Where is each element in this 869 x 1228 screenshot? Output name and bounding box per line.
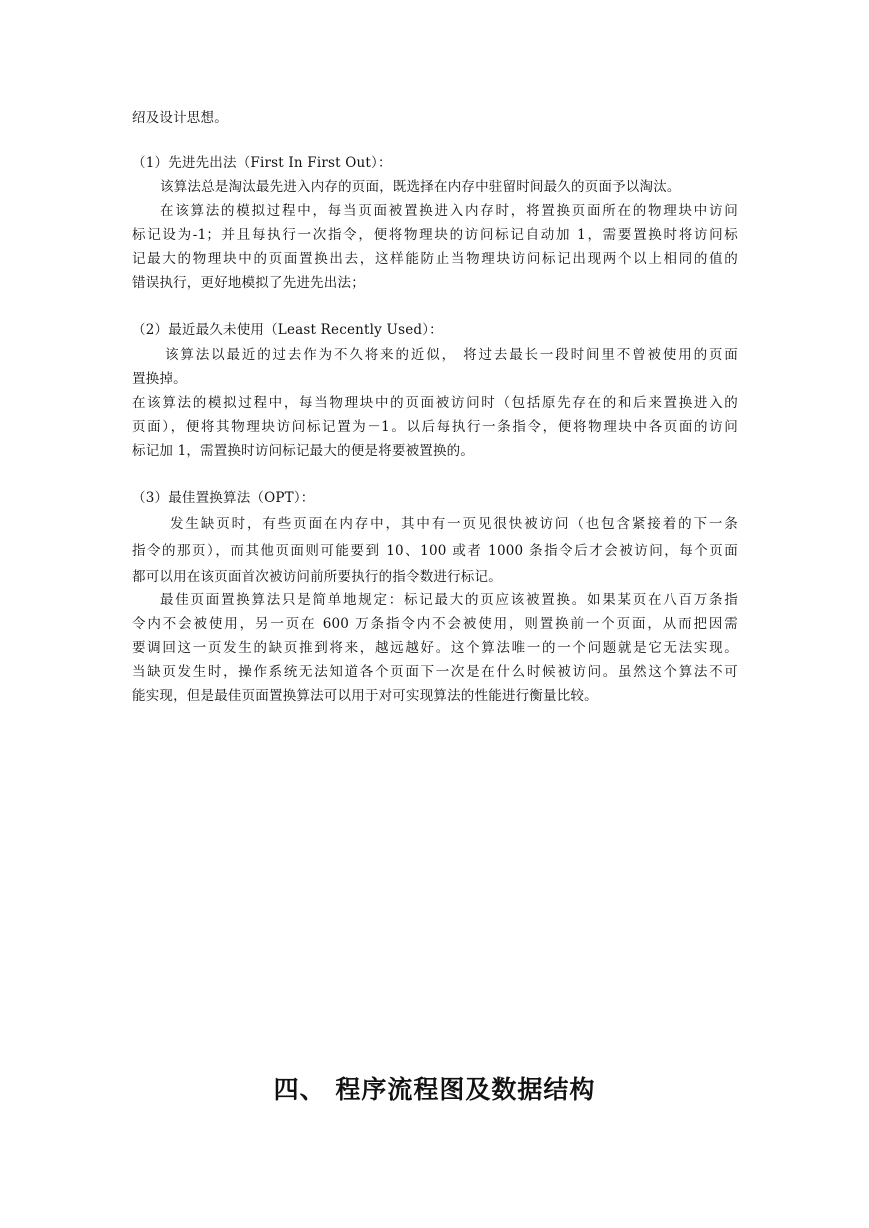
paragraph-line: 该算法以最近的过去作为不久将来的近似， 将过去最长一段时间里不曾被使用的页面 [165, 347, 738, 363]
paragraph-line: 都可以用在该页面首次被访问前所要执行的指令数进行标记。 [132, 569, 502, 585]
intro-fragment: 绍及设计思想。 [132, 110, 228, 126]
paragraph-line: 最佳页面置换算法只是简单地规定：标记最大的页应该被置换。如果某页在八百万条指 [160, 592, 738, 608]
paragraph-line: 当缺页发生时，操作系统无法知道各个页面下一次是在什么时候被访问。虽然这个算法不可 [132, 664, 738, 680]
paragraph-line: 标记加 1，需置换时访问标记最大的便是将要被置换的。 [132, 443, 475, 459]
paragraph-line: 在该算法的模拟过程中，每当物理块中的页面被访问时（包括原先存在的和后来置换进入的 [132, 395, 738, 411]
paragraph-line: 在该算法的模拟过程中，每当页面被置换进入内存时，将置换页面所在的物理块中访问 [160, 203, 738, 219]
paragraph-line: 置换掉。 [132, 371, 187, 387]
section-opt-title: （3）最佳置换算法（OPT）： [132, 490, 315, 506]
paragraph-line: 发生缺页时，有些页面在内存中，其中有一页见很快被访问（也包含紧接着的下一条 [170, 516, 738, 532]
paragraph-line: 能实现，但是最佳页面置换算法可以用于对可实现算法的性能进行衡量比较。 [132, 688, 598, 704]
paragraph-line: 该算法总是淘汰最先进入内存的页面，既选择在内存中驻留时间最久的页面予以淘汰。 [160, 179, 681, 195]
paragraph-line: 页面），便将其物理块访问标记置为－1。以后每执行一条指令，便将物理块中各页面的访问 [132, 419, 738, 435]
paragraph-line: 标记设为-1；并且每执行一次指令，便将物理块的访问标记自动加 1，需要置换时将访问标 [132, 227, 738, 243]
paragraph-line: 要调回这一页发生的缺页推到将来，越远越好。这个算法唯一的一个问题就是它无法实现。 [132, 640, 738, 656]
section-lru-title: （2）最近最久未使用（Least Recently Used）： [132, 322, 443, 338]
paragraph-line: 令内不会被使用，另一页在 600 万条指令内不会被使用，则置换前一个页面，从而把因需 [132, 616, 738, 632]
paragraph-line: 记最大的物理块中的页面置换出去，这样能防止当物理块访问标记出现两个以上相同的值的 [132, 251, 738, 267]
chapter-heading: 四、 程序流程图及数据结构 [273, 1075, 596, 1104]
section-fifo-title: （1）先进先出法（First In First Out）： [132, 155, 392, 171]
paragraph-line: 指令的那页），而其他页面则可能要到 10、100 或者 1000 条指令后才会被访问，每个页面 [132, 543, 738, 559]
paragraph-line: 错误执行，更好地模拟了先进先出法； [132, 275, 365, 291]
